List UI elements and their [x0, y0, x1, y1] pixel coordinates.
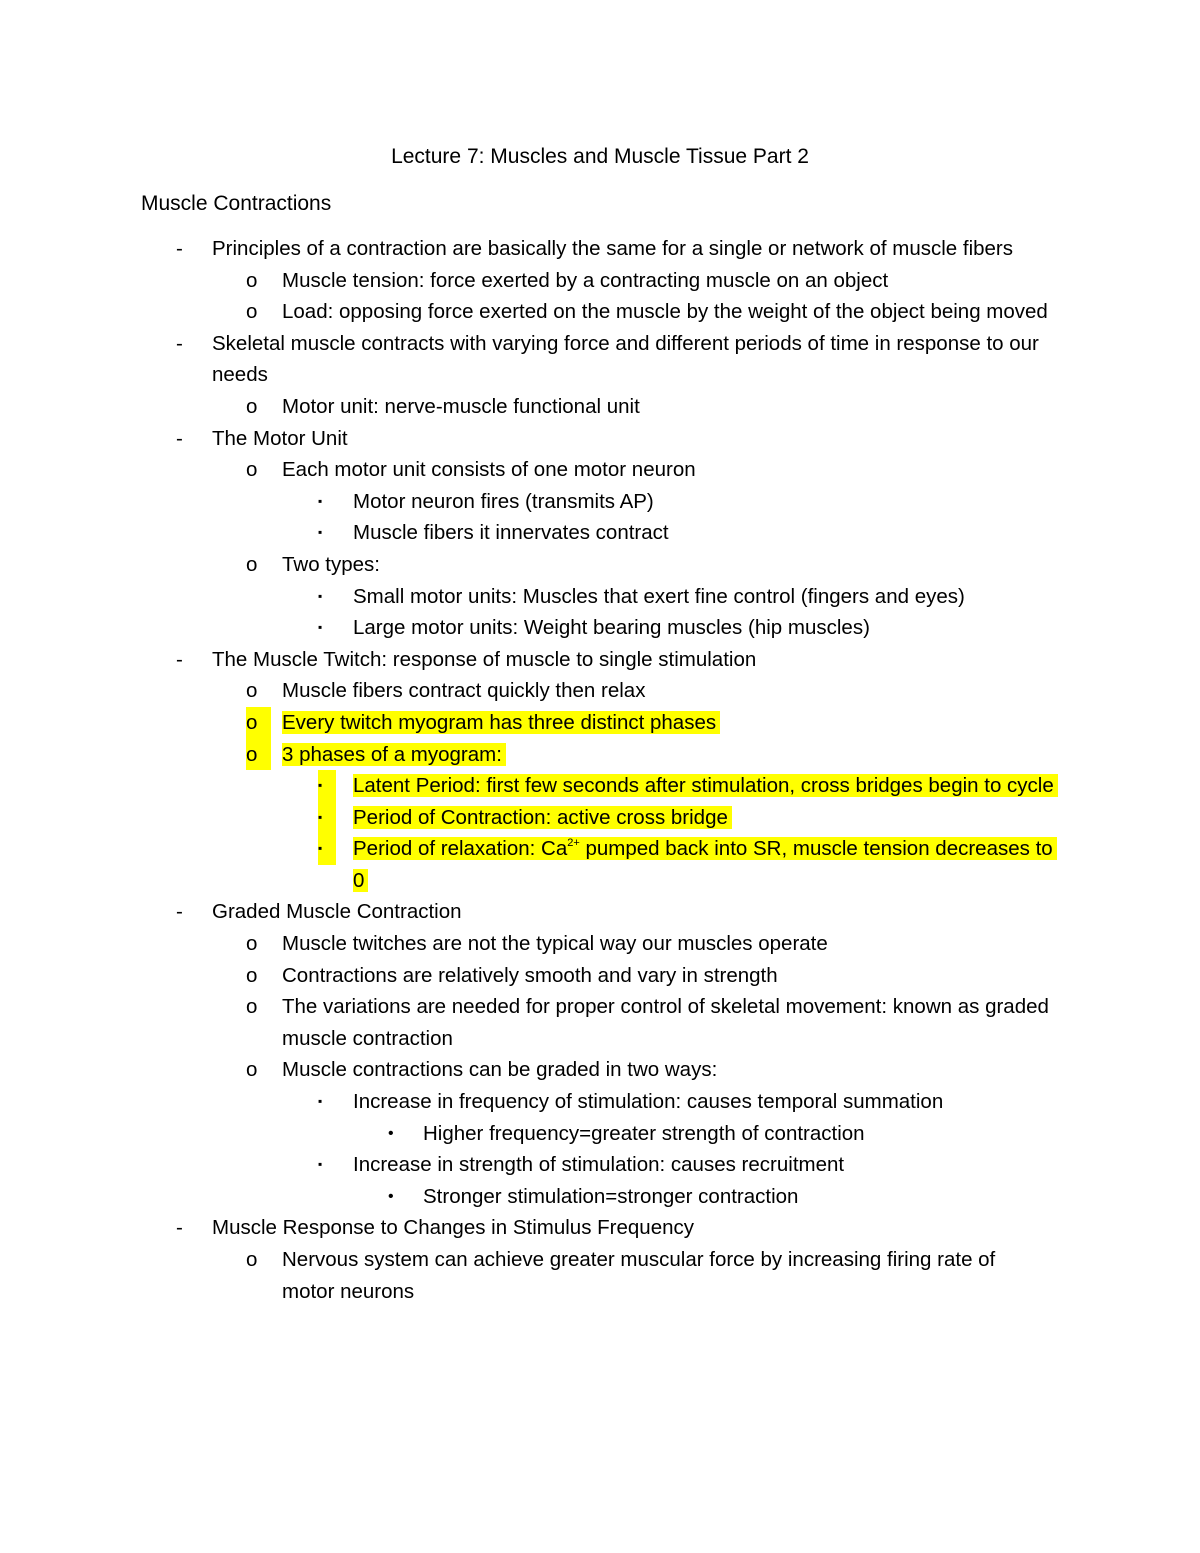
section-heading: Muscle Contractions: [141, 192, 332, 215]
item-text-part: Load: opposing force exerted on the muscle by the weight of the object being moved: [282, 300, 1048, 324]
outline-item-text: [282, 707, 1050, 739]
list-marker: ▪: [318, 770, 336, 802]
list-marker: o: [246, 268, 258, 292]
item-text: [423, 1122, 865, 1145]
outline-item-text: [282, 991, 1050, 1054]
outline-item-level-2: [0, 675, 1200, 707]
list-marker: o: [246, 739, 271, 771]
item-text-part: Increase in strength of stimulation: causes recruitment: [353, 1153, 845, 1177]
outline-item-text: [282, 675, 1050, 707]
outline-item-text: [353, 486, 1060, 518]
item-text-part: Two types:: [282, 552, 380, 576]
outline-item-level-2: [0, 265, 1200, 297]
outline-item-text: [212, 896, 1060, 928]
highlighted-text: [353, 806, 732, 829]
item-text: [282, 964, 778, 987]
item-text-part: Motor unit: nerve-muscle functional unit: [282, 394, 640, 418]
item-text-part: Principles of a contraction are basically the same for a single or network of muscle fibers: [212, 237, 1014, 260]
outline-item-text: [282, 739, 1050, 771]
outline-item-level-2: [0, 296, 1200, 328]
item-text: [282, 553, 380, 576]
item-text-part: Period of Contraction: active cross bridge: [353, 805, 728, 829]
item-text: [212, 427, 348, 450]
outline-item-level-3: [0, 802, 1200, 834]
item-text-part: The Motor Unit: [212, 426, 348, 450]
item-text-part: Increase in frequency of stimulation: causes temporal summation: [353, 1090, 944, 1114]
list-marker: •: [388, 1187, 394, 1205]
item-text: [212, 332, 1039, 387]
list-marker: o: [246, 300, 258, 324]
item-text: [282, 932, 828, 955]
outline-item-text: [282, 549, 1050, 581]
list-marker: o: [246, 995, 258, 1019]
list-marker: o: [246, 932, 258, 956]
outline-item-text: [353, 770, 1060, 802]
item-text: [423, 1185, 798, 1208]
outline-item-level-2: [0, 454, 1200, 486]
item-text: [353, 616, 870, 639]
item-text-part: 3 phases of a myogram:: [282, 742, 502, 766]
outline-item-text: [282, 391, 1050, 423]
list-marker: ▪: [318, 620, 323, 635]
outline-item-text: [282, 1244, 1050, 1307]
item-text: [353, 490, 654, 513]
outline-item-text: [353, 802, 1060, 834]
item-text-part: Contractions are relatively smooth and vary in strength: [282, 963, 778, 987]
list-marker: ▪: [318, 1094, 323, 1109]
item-text: [282, 269, 888, 292]
outline-item-level-2: [0, 1244, 1200, 1307]
item-text-part: Period of relaxation: Ca: [353, 837, 568, 861]
outline-item-text: [423, 1118, 1060, 1150]
outline-item-level-3: [0, 1149, 1200, 1181]
outline-item-level-3: [0, 1086, 1200, 1118]
item-text: [282, 395, 640, 418]
outline-item-text: [212, 1212, 1060, 1244]
item-text-part: Small motor units: Muscles that exert fine control (fingers and eyes): [353, 584, 965, 608]
list-marker: -: [176, 1216, 183, 1240]
item-text-part: Muscle fibers it innervates contract: [353, 521, 669, 545]
list-marker: -: [176, 426, 183, 450]
outline-item-level-2: [0, 991, 1200, 1054]
outline-item-level-2: [0, 928, 1200, 960]
item-text-part: Each motor unit consists of one motor neuron: [282, 458, 696, 482]
item-text-part: The variations are needed for proper control of skeletal movement: known as graded muscle contraction: [282, 995, 1049, 1050]
item-text: [353, 585, 965, 608]
list-marker: -: [176, 647, 183, 671]
outline-item-level-1: [0, 896, 1200, 928]
outline-item-level-1: [0, 328, 1200, 391]
outline-item-level-1: [0, 644, 1200, 676]
item-text: [212, 1216, 694, 1239]
outline-item-level-2: [0, 739, 1200, 771]
outline-item-level-1: [0, 423, 1200, 455]
highlighted-text: [353, 774, 1058, 797]
item-text-part: The Muscle Twitch: response of muscle to single stimulation: [212, 647, 757, 671]
outline-item-text: [353, 1149, 1060, 1181]
outline-item-level-3: [0, 581, 1200, 613]
list-marker: ▪: [318, 802, 336, 834]
outline-item-level-4: [0, 1181, 1200, 1213]
outline-item-level-3: [0, 612, 1200, 644]
outline-item-text: [353, 581, 1060, 613]
outline-item-level-2: [0, 391, 1200, 423]
outline-item-level-1: [0, 1212, 1200, 1244]
outline-item-level-2: [0, 1054, 1200, 1086]
outline-item-text: [282, 296, 1050, 328]
outline-item-text: [282, 265, 1050, 297]
list-marker: -: [176, 237, 183, 260]
item-text: [353, 1090, 943, 1113]
list-marker: ▪: [318, 833, 336, 865]
list-marker: o: [246, 552, 258, 576]
item-text: [282, 300, 1048, 323]
outline-item-text: [212, 328, 1060, 391]
outline-item-text: [353, 517, 1060, 549]
list-marker: o: [246, 1248, 258, 1271]
highlighted-text: [353, 837, 1057, 892]
item-text: [353, 1153, 844, 1176]
item-text: [282, 679, 645, 702]
outline-item-text: [353, 1086, 1060, 1118]
page-title: Lecture 7: Muscles and Muscle Tissue Part 2: [391, 145, 809, 168]
item-text-part: Muscle Response to Changes in Stimulus Frequency: [212, 1216, 694, 1240]
list-marker: -: [176, 900, 183, 924]
item-text: [282, 1058, 717, 1081]
outline-item-text: [282, 1054, 1050, 1086]
highlighted-text: [282, 711, 720, 734]
outline-item-text: [212, 423, 1060, 455]
outline-item-text: [282, 960, 1050, 992]
outline-item-level-3: [0, 833, 1200, 896]
list-marker: ▪: [318, 1157, 323, 1172]
item-text: [212, 237, 1013, 260]
outline-item-level-3: [0, 486, 1200, 518]
item-text-part: Every twitch myogram has three distinct phases: [282, 710, 717, 734]
list-marker: o: [246, 679, 258, 703]
list-marker: o: [246, 963, 258, 987]
outline-item-text: [353, 612, 1060, 644]
outline-list: [0, 233, 1200, 1307]
outline-item-level-3: [0, 517, 1200, 549]
outline-item-text: [212, 644, 1060, 676]
item-text-part: Graded Muscle Contraction: [212, 900, 462, 924]
outline-item-level-4: [0, 1118, 1200, 1150]
list-marker: •: [388, 1124, 394, 1142]
outline-item-level-3: [0, 770, 1200, 802]
item-text-part: Stronger stimulation=stronger contraction: [423, 1184, 799, 1208]
item-text-part: Latent Period: first few seconds after stimulation, cross bridges begin to cycle: [353, 774, 1054, 798]
outline-item-level-2: [0, 707, 1200, 739]
list-marker: o: [246, 1058, 258, 1082]
item-text-part: Muscle tension: force exerted by a contracting muscle on an object: [282, 268, 889, 292]
list-marker: -: [176, 331, 183, 355]
item-text: [212, 648, 756, 671]
item-text-part: Higher frequency=greater strength of contraction: [423, 1121, 865, 1145]
item-text-part: Large motor units: Weight bearing muscles (hip muscles): [353, 616, 870, 640]
list-marker: ▪: [318, 588, 323, 603]
item-text-part: Muscle twitches are not the typical way our muscles operate: [282, 932, 828, 956]
outline-item-level-1: [0, 233, 1200, 265]
outline-item-text: [282, 928, 1050, 960]
outline-item-text: [282, 454, 1050, 486]
item-text: [282, 1248, 995, 1303]
list-marker: ▪: [318, 525, 323, 540]
item-text: [282, 995, 1049, 1050]
item-text: [212, 900, 462, 923]
item-text: [353, 521, 669, 544]
list-marker: ▪: [318, 493, 323, 508]
outline-item-text: [423, 1181, 1060, 1213]
outline-item-level-2: [0, 960, 1200, 992]
item-text-part: Skeletal muscle contracts with varying force and different periods of time in response to our needs: [212, 331, 1039, 387]
outline-item-level-2: [0, 549, 1200, 581]
list-marker: o: [246, 707, 271, 739]
highlighted-text: [282, 743, 506, 766]
item-text-part: Muscle fibers contract quickly then relax: [282, 679, 646, 703]
item-text-part: Nervous system can achieve greater muscular force by increasing firing rate of motor neurons: [282, 1248, 996, 1303]
item-text-part: Muscle contractions can be graded in two ways:: [282, 1058, 718, 1082]
outline-item-text: [353, 833, 1060, 896]
list-marker: o: [246, 458, 258, 482]
outline-item-text: [212, 233, 1060, 265]
item-text: [282, 458, 696, 481]
item-text-part: pumped back into SR, muscle tension decreases to 0: [353, 837, 1053, 892]
item-text-part: Motor neuron fires (transmits AP): [353, 489, 654, 513]
list-marker: o: [246, 394, 258, 418]
superscript: 2+: [567, 837, 580, 850]
